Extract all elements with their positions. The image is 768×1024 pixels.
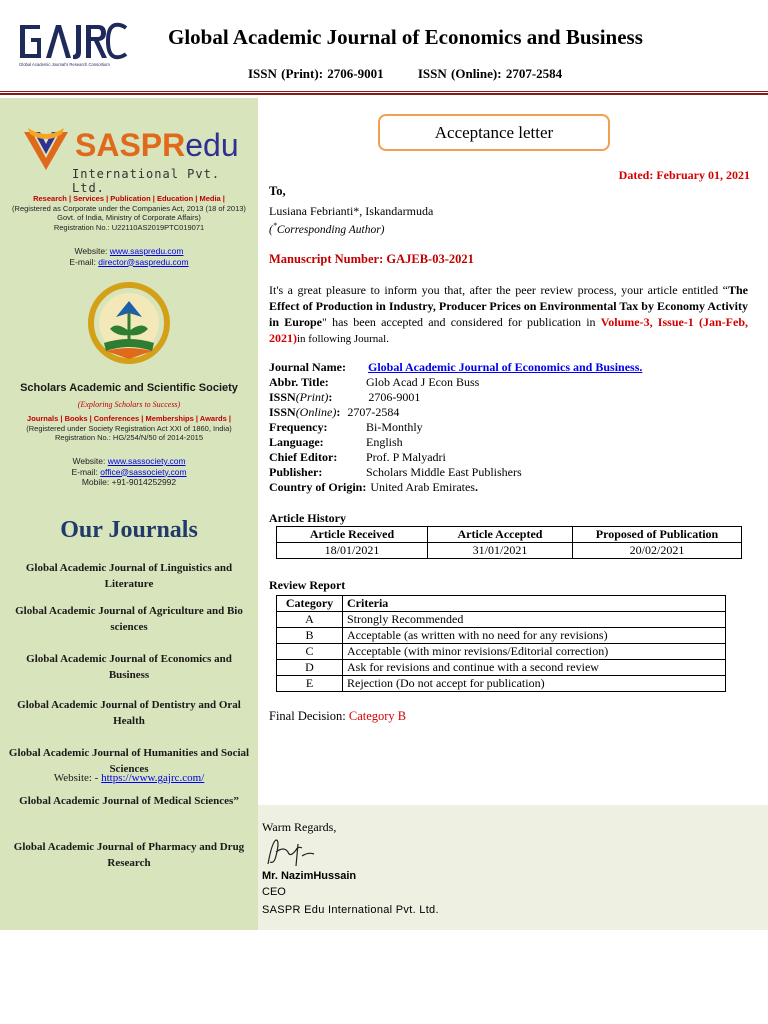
signer-title: CEO — [262, 886, 286, 898]
issn-online: ISSN (Online): 2707-2584 — [417, 66, 563, 81]
label: E-mail: — [71, 466, 101, 477]
detail-value: 2706-9001 — [368, 390, 421, 404]
table-cell: 31/01/2021 — [428, 543, 573, 559]
label: Website: — [72, 456, 108, 466]
detail-label: Country of Origin: — [269, 480, 367, 494]
table-cell: Acceptable (as written with no need for any revisions) — [343, 628, 726, 644]
saspr-info — [4, 194, 254, 232]
detail-dot: . — [474, 480, 478, 494]
our-journals-heading: Our Journals — [60, 517, 198, 543]
final-label: Final Decision: — [269, 709, 349, 723]
paren: ( — [269, 223, 273, 236]
saspr-services: Research | Services | Publication | Education | Media | — [33, 194, 225, 203]
review-report-title: Review Report — [269, 578, 346, 592]
detail-row — [269, 405, 748, 420]
para-part: It's a great pleasure to inform you that, after the peer review process, your article entitled “ — [269, 283, 728, 297]
table-cell: C — [277, 644, 343, 660]
issn-line — [248, 66, 592, 82]
detail-value: 2707-2584 — [347, 405, 400, 419]
saspr-brand — [75, 127, 239, 164]
table-row — [277, 543, 742, 559]
detail-colon: : — [336, 405, 341, 419]
saspr-regno: Registration No.: U22110AS2019PTC019071 — [53, 222, 205, 232]
para-part: in following Journal. — [297, 333, 389, 345]
journal-item: Global Academic Journal of Medical Sciences” — [19, 795, 239, 807]
table-cell: Rejection (Do not accept for publication) — [343, 676, 726, 692]
table-header: Criteria — [343, 596, 726, 612]
journal-item: Global Academic Journal of Economics and Business — [26, 653, 232, 681]
final-value: Category B — [348, 709, 407, 723]
detail-label: Publisher: — [269, 465, 323, 479]
table-cell: Strongly Recommended — [343, 612, 726, 628]
table-header: Proposed of Publication — [573, 527, 742, 543]
table-header-row — [277, 596, 726, 612]
detail-label: Language: — [269, 435, 324, 449]
signature-icon — [262, 834, 322, 870]
detail-label: Chief Editor: — [269, 450, 338, 464]
table-row — [277, 676, 726, 692]
label: Website: — [74, 246, 110, 256]
society-registration: (Registered under Society Registration Act XXI of 1860, India) — [26, 423, 232, 433]
detail-value: English — [366, 435, 403, 449]
brand-edu: edu — [185, 127, 239, 163]
final-decision — [269, 709, 406, 724]
detail-label: Journal Name: — [269, 360, 346, 374]
society-title: Scholars Academic and Scientific Society — [20, 382, 238, 394]
society-services: Journals | Books | Conferences | Memberships | Awards | — [27, 414, 231, 423]
article-history-table — [276, 526, 742, 559]
header-divider — [0, 91, 768, 95]
corr-text: Corresponding Author) — [276, 223, 385, 236]
detail-row — [269, 420, 748, 435]
label: Website: - — [53, 772, 102, 784]
saspr-contact — [4, 246, 254, 267]
detail-row — [269, 375, 748, 390]
table-cell: E — [277, 676, 343, 692]
brand-saspr: SASPR — [75, 127, 186, 163]
authors: Lusiana Febrianti*, Iskandarmuda — [269, 204, 434, 218]
issn-print: ISSN (Print): 2706-9001 — [248, 66, 384, 81]
letter-date: Dated: February 01, 2021 — [618, 168, 750, 182]
acceptance-paragraph — [269, 282, 748, 347]
saspr-registration: (Registered as Corporate under the Companies Act, 2013 (18 of 2013) Govt. of India, Ministry of Corporate Affairs) — [12, 203, 246, 222]
saspr-email-link[interactable]: director@saspredu.com — [98, 256, 189, 267]
journal-item: Global Academic Journal of Pharmacy and Drug Research — [13, 841, 245, 869]
society-tagline: (Exploring Scholars to Success) — [77, 400, 181, 409]
saspr-intl: International Pvt. Ltd. — [72, 167, 221, 195]
society-regno: Registration No.: HG/254/N/50 of 2014-2015 — [54, 433, 203, 442]
manuscript-number: Manuscript Number: GAJEB-03-2021 — [269, 252, 474, 266]
society-website-link[interactable]: www.sassociety.com — [107, 456, 186, 466]
detail-label-paren: (Online) — [295, 405, 337, 419]
svg-text:Global Academic Journal's Rese: Global Academic Journal's Research Consortium — [19, 62, 110, 67]
letterhead — [0, 0, 768, 96]
table-cell: Ask for revisions and continue with a second review — [343, 660, 726, 676]
table-row — [277, 644, 726, 660]
table-cell: D — [277, 660, 343, 676]
warm-regards: Warm Regards, — [262, 820, 337, 834]
detail-value: Glob Acad J Econ Buss — [366, 375, 480, 389]
gajrc-logo-icon — [18, 20, 128, 70]
volume-issue: Volume-3, Issue-1 (Jan-Feb, 2021) — [269, 315, 748, 345]
detail-value: Scholars Middle East Publishers — [366, 465, 522, 479]
detail-label: Abbr. Title: — [269, 375, 329, 389]
detail-label: ISSN — [269, 390, 296, 404]
society-logo-icon — [86, 281, 172, 373]
table-cell: 20/02/2021 — [573, 543, 742, 559]
table-cell: A — [277, 612, 343, 628]
detail-label: ISSN — [269, 405, 296, 419]
detail-value: Bi-Monthly — [366, 420, 423, 434]
acceptance-letter-heading: Acceptance letter — [378, 114, 610, 151]
table-cell: B — [277, 628, 343, 644]
table-header-row — [277, 527, 742, 543]
para-part: " has been accepted and considered for publication in — [321, 315, 601, 329]
table-cell: Acceptable (with minor revisions/Editorial correction) — [343, 644, 726, 660]
society-contact — [4, 456, 254, 488]
journal-item: Global Academic Journal of Dentistry and Oral Health — [17, 699, 241, 727]
detail-row — [269, 450, 748, 465]
detail-value: United Arab Emirates — [370, 480, 475, 494]
detail-row — [269, 435, 748, 450]
label: E-mail: — [69, 256, 99, 267]
society-email-link[interactable]: office@sassociety.com — [100, 466, 187, 477]
journal-name-link[interactable]: Global Academic Journal of Economics and Business. — [368, 360, 643, 374]
detail-value: Prof. P Malyadri — [366, 450, 446, 464]
article-history-title: Article History — [269, 511, 346, 525]
article-title: The Effect of Production in Industry, Producer Prices on Environmental Tax by Economy Activity in Europe — [269, 283, 748, 329]
detail-row — [269, 360, 748, 375]
journal-title: Global Academic Journal of Economics and Business — [168, 25, 643, 49]
detail-row — [269, 390, 748, 405]
table-row — [277, 612, 726, 628]
society-mobile: Mobile: +91-9014252992 — [81, 477, 177, 487]
saspr-website-link[interactable]: www.saspredu.com — [109, 246, 184, 256]
journal-item: Global Academic Journal of Humanities and Social Sciences — [8, 747, 250, 775]
corresponding-note — [269, 221, 385, 236]
detail-row — [269, 465, 748, 480]
table-header: Category — [277, 596, 343, 612]
detail-label: Frequency: — [269, 420, 328, 434]
table-row — [277, 660, 726, 676]
society-info — [4, 414, 254, 443]
review-report-table — [276, 595, 726, 692]
journal-item: Global Academic Journal of Agriculture and Bio sciences — [15, 605, 243, 633]
table-header: Article Received — [277, 527, 428, 543]
detail-row — [269, 480, 748, 495]
table-header: Article Accepted — [428, 527, 573, 543]
star: * — [272, 221, 277, 230]
table-row — [277, 628, 726, 644]
signer-name: Mr. NazimHussain — [262, 870, 357, 882]
gajrc-website — [0, 772, 258, 784]
detail-label-paren: (Print) — [295, 390, 329, 404]
table-cell: 18/01/2021 — [277, 543, 428, 559]
detail-colon: : — [328, 390, 333, 404]
journal-item: Global Academic Journal of Linguistics and Literature — [25, 562, 233, 590]
journal-details — [269, 360, 748, 495]
gajrc-website-link[interactable]: https://www.gajrc.com/ — [101, 772, 205, 784]
sidebar — [0, 98, 258, 930]
salutation: To, — [269, 184, 286, 198]
signer-company: SASPR Edu International Pvt. Ltd. — [262, 904, 439, 916]
